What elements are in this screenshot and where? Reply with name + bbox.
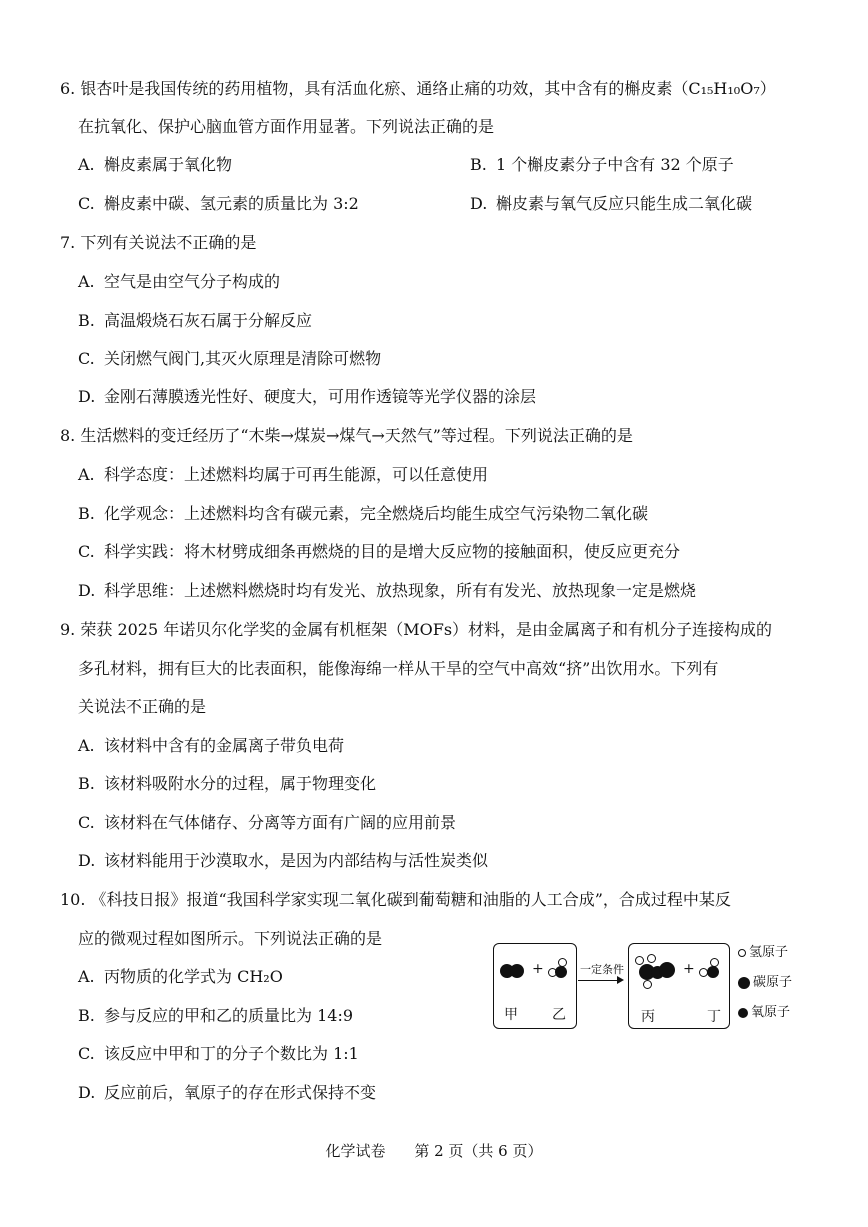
plus-sign: + [532, 961, 544, 977]
q6-stem-line1: 6. 银杏叶是我国传统的药用植物，具有活血化瘀、通络止痛的功效，其中含有的槲皮素（C₁₅H₁₀O₇） [60, 79, 776, 98]
hydrogen-atom [558, 958, 567, 967]
plus-sign: + [683, 961, 695, 977]
option-letter: C. [78, 1044, 95, 1063]
q9-option-c[interactable] [78, 812, 456, 834]
option-letter: D. [78, 387, 96, 406]
legend-label: 氢原子 [749, 945, 789, 960]
q8-option-d[interactable] [78, 580, 696, 602]
option-text: 槲皮素与氧气反应只能生成二氧化碳 [496, 194, 753, 213]
page-footer [0, 1140, 868, 1161]
q9-stem-line2: 多孔材料，拥有巨大的比表面积，能像海绵一样从干旱的空气中高效“挤”出饮用水。下列有 [78, 659, 719, 678]
q7-option-b[interactable] [78, 310, 312, 332]
option-text: 化学观念：上述燃料均含有碳元素，完全燃烧后均能生成空气污染物二氧化碳 [104, 504, 649, 523]
option-text: 科学思维：上述燃料燃烧时均有发光、放热现象，所有有发光、放热现象一定是燃烧 [104, 581, 697, 600]
q9-option-a[interactable] [78, 735, 344, 757]
option-letter: D. [78, 851, 96, 870]
option-letter: A. [78, 465, 95, 484]
option-text: 该材料在气体储存、分离等方面有广阔的应用前景 [104, 813, 457, 832]
q7-option-a[interactable] [78, 271, 280, 293]
hydrogen-atom [643, 980, 652, 989]
oxygen-atom [555, 966, 567, 978]
legend-hydrogen [738, 941, 788, 960]
q10-option-a[interactable] [78, 966, 283, 988]
oxygen-atom [510, 964, 524, 978]
option-letter: A. [78, 155, 95, 174]
option-letter: C. [78, 194, 95, 213]
option-letter: D. [78, 1083, 96, 1102]
option-letter: C. [78, 542, 95, 561]
q7-stem: 7. 下列有关说法不正确的是 [60, 233, 257, 252]
hydrogen-atom-icon [738, 949, 746, 957]
option-text: 该反应中甲和丁的分子个数比为 1:1 [104, 1044, 359, 1063]
oxygen-atom [707, 966, 719, 978]
q6-option-d[interactable] [470, 193, 752, 215]
q10-option-c[interactable] [78, 1043, 359, 1065]
option-letter: A. [78, 272, 95, 291]
reactants-box [493, 943, 577, 1029]
option-letter: B. [78, 1006, 95, 1025]
option-text: 丙物质的化学式为 CH₂O [104, 967, 283, 986]
footer-subject: 化学试卷 [325, 1142, 386, 1160]
q8-option-b[interactable] [78, 503, 648, 525]
option-letter: C. [78, 349, 95, 368]
q10-stem-line1: 10. 《科技日报》报道“我国科学家实现二氧化碳到葡萄糖和油脂的人工合成”，合成过程中某反 [60, 890, 731, 909]
option-text: 高温煅烧石灰石属于分解反应 [104, 311, 313, 330]
option-text: 该材料吸附水分的过程，属于物理变化 [104, 774, 377, 793]
option-letter: D. [470, 194, 488, 213]
option-text: 空气是由空气分子构成的 [104, 272, 281, 291]
option-letter: A. [78, 736, 95, 755]
label-jia: 甲 [504, 1007, 518, 1023]
option-text: 1 个槲皮素分子中含有 32 个原子 [496, 155, 734, 174]
legend-carbon [738, 971, 792, 990]
option-text: 该材料能用于沙漠取水，是因为内部结构与活性炭类似 [104, 851, 489, 870]
q6-option-b[interactable] [470, 154, 734, 176]
option-text: 科学实践：将木材劈成细条再燃烧的目的是增大反应物的接触面积，使反应更充分 [104, 542, 681, 561]
option-text: 关闭燃气阀门,其灭火原理是清除可燃物 [104, 349, 382, 368]
products-box [628, 943, 730, 1029]
q7-option-d[interactable] [78, 386, 536, 408]
reaction-arrow-icon [578, 980, 622, 981]
q8-stem: 8. 生活燃料的变迁经历了“木柴→煤炭→煤气→天然气”等过程。下列说法正确的是 [60, 426, 633, 445]
option-text: 科学态度：上述燃料均属于可再生能源，可以任意使用 [104, 465, 489, 484]
oxygen-atom-icon [738, 1008, 748, 1018]
hydrogen-atom [635, 956, 644, 965]
option-letter: A. [78, 967, 95, 986]
hydrogen-atom [710, 958, 719, 967]
reaction-condition: 一定条件 [580, 963, 624, 976]
q8-option-c[interactable] [78, 541, 680, 563]
option-text: 金刚石薄膜透光性好、硬度大，可用作透镜等光学仪器的涂层 [104, 387, 537, 406]
option-text: 参与反应的甲和乙的质量比为 14:9 [104, 1006, 354, 1025]
option-letter: B. [78, 504, 95, 523]
legend-label: 氧原子 [751, 1005, 791, 1020]
q8-option-a[interactable] [78, 464, 488, 486]
q6-stem-line2: 在抗氧化、保护心脑血管方面作用显著。下列说法正确的是 [78, 117, 495, 136]
option-letter: D. [78, 581, 96, 600]
footer-page-number: 第 2 页（共 6 页） [414, 1142, 543, 1160]
carbon-atom-icon [738, 977, 750, 989]
q10-stem-line2: 应的微观过程如图所示。下列说法正确的是 [78, 929, 383, 948]
label-ding: 丁 [707, 1009, 721, 1025]
q6-option-c[interactable] [78, 193, 359, 215]
option-letter: B. [78, 774, 95, 793]
label-bing: 丙 [641, 1009, 655, 1025]
label-yi: 乙 [552, 1007, 566, 1023]
option-letter: B. [78, 311, 95, 330]
q10-option-b[interactable] [78, 1005, 353, 1027]
option-letter: C. [78, 813, 95, 832]
option-text: 槲皮素中碳、氢元素的质量比为 3:2 [104, 194, 359, 213]
hydrogen-atom [647, 954, 656, 963]
q10-option-d[interactable] [78, 1082, 376, 1104]
legend-oxygen [738, 1001, 790, 1020]
q6-option-a[interactable] [78, 154, 232, 176]
q9-option-b[interactable] [78, 773, 376, 795]
option-text: 槲皮素属于氧化物 [104, 155, 233, 174]
option-text: 该材料中含有的金属离子带负电荷 [104, 736, 345, 755]
q9-option-d[interactable] [78, 850, 488, 872]
q7-option-c[interactable] [78, 348, 381, 370]
carbon-atom [659, 962, 675, 978]
q9-stem-line3: 关说法不正确的是 [78, 697, 207, 716]
reaction-diagram [488, 935, 808, 1035]
legend-label: 碳原子 [753, 975, 793, 990]
option-text: 反应前后，氧原子的存在形式保持不变 [104, 1083, 377, 1102]
option-letter: B. [470, 155, 487, 174]
q9-stem-line1: 9. 荣获 2025 年诺贝尔化学奖的金属有机框架（MOFs）材料，是由金属离子和有机分子连接构成的 [60, 620, 773, 639]
